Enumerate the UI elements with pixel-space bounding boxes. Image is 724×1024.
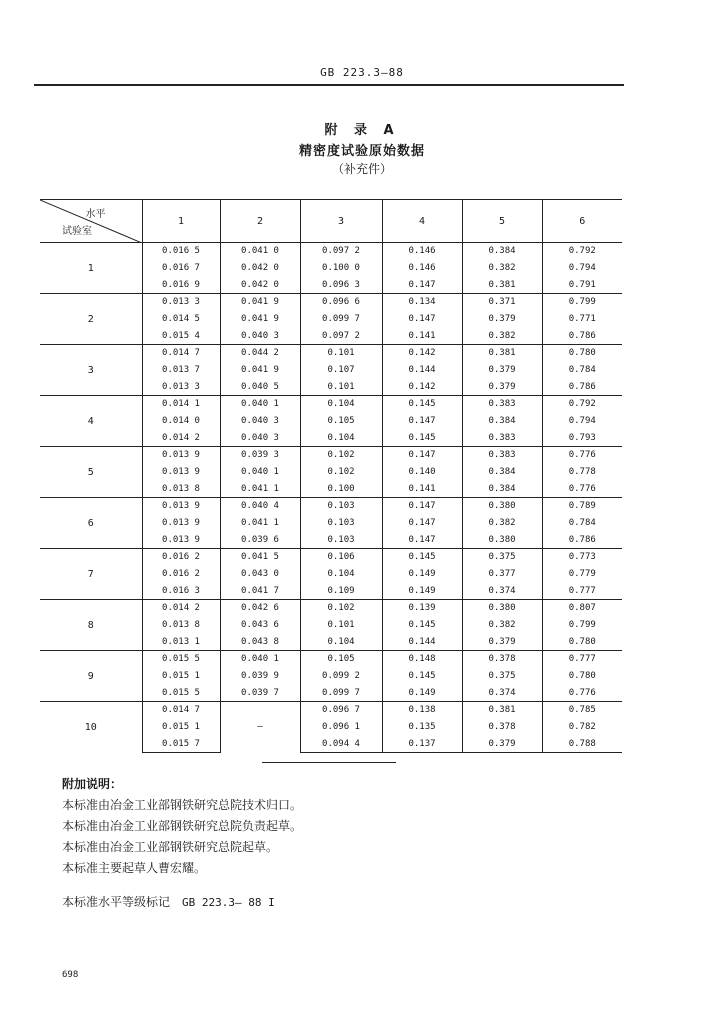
value-cell: 0.145 [382,617,462,634]
value-cell: 0.780 [542,668,622,685]
value-cell: 0.014 2 [142,430,220,447]
value-cell: 0.013 1 [142,634,220,651]
value-cell: 0.147 [382,311,462,328]
value-cell: 0.384 [462,464,542,481]
value-cell: 0.041 5 [220,549,300,566]
value-cell: 0.383 [462,447,542,464]
value-cell: 0.379 [462,736,542,753]
value-cell: 0.777 [542,583,622,600]
value-cell: 0.014 7 [142,702,220,719]
value-cell: 0.042 0 [220,277,300,294]
value-cell: 0.378 [462,651,542,668]
value-cell: 0.013 8 [142,481,220,498]
value-cell: — [220,702,300,753]
value-cell: 0.771 [542,311,622,328]
value-cell: 0.099 2 [300,668,382,685]
value-cell: 0.147 [382,447,462,464]
table-row [40,294,622,311]
value-cell: 0.135 [382,719,462,736]
value-cell: 0.103 [300,498,382,515]
value-cell: 0.147 [382,277,462,294]
value-cell: 0.382 [462,515,542,532]
value-cell: 0.773 [542,549,622,566]
value-cell: 0.807 [542,600,622,617]
value-cell: 0.013 3 [142,294,220,311]
value-cell: 0.382 [462,260,542,277]
value-cell: 0.381 [462,702,542,719]
appendix-note: （补充件） [331,162,392,176]
value-cell: 0.381 [462,345,542,362]
value-cell: 0.147 [382,515,462,532]
value-cell: 0.014 7 [142,345,220,362]
value-cell: 0.016 3 [142,583,220,600]
value-cell: 0.040 4 [220,498,300,515]
table-row [40,549,622,566]
value-cell: 0.147 [382,413,462,430]
lab-number-cell: 6 [40,498,142,549]
value-cell: 0.040 5 [220,379,300,396]
grade-code: GB 223.3— 88 I [182,896,275,909]
value-cell: 0.100 [300,481,382,498]
value-cell: 0.138 [382,702,462,719]
value-cell: 0.040 1 [220,396,300,413]
value-cell: 0.780 [542,345,622,362]
value-cell: 0.799 [542,617,622,634]
lab-number-cell: 4 [40,396,142,447]
value-cell: 0.097 2 [300,328,382,345]
value-cell: 0.040 3 [220,413,300,430]
notes-line: 本标准由冶金工业部钢铁研究总院起草。 [62,840,279,854]
value-cell: 0.039 9 [220,668,300,685]
value-cell: 0.383 [462,396,542,413]
value-cell: 0.096 6 [300,294,382,311]
value-cell: 0.788 [542,736,622,753]
value-cell: 0.380 [462,532,542,549]
value-cell: 0.015 5 [142,685,220,702]
value-cell: 0.379 [462,362,542,379]
value-cell: 0.041 0 [220,243,300,260]
table-body [40,243,622,753]
value-cell: 0.099 7 [300,311,382,328]
table-header-row [40,200,622,243]
value-cell: 0.378 [462,719,542,736]
value-cell: 0.776 [542,685,622,702]
value-cell: 0.134 [382,294,462,311]
value-cell: 0.381 [462,277,542,294]
value-cell: 0.013 9 [142,464,220,481]
value-cell: 0.375 [462,668,542,685]
value-cell: 0.015 7 [142,736,220,753]
value-cell: 0.101 [300,345,382,362]
value-cell: 0.100 0 [300,260,382,277]
value-cell: 0.041 7 [220,583,300,600]
level-header-2: 2 [220,200,300,243]
value-cell: 0.016 9 [142,277,220,294]
value-cell: 0.384 [462,243,542,260]
value-cell: 0.043 6 [220,617,300,634]
value-cell: 0.140 [382,464,462,481]
value-cell: 0.786 [542,379,622,396]
value-cell: 0.040 3 [220,430,300,447]
value-cell: 0.384 [462,481,542,498]
value-cell: 0.794 [542,260,622,277]
value-cell: 0.374 [462,583,542,600]
value-cell: 0.777 [542,651,622,668]
value-cell: 0.102 [300,600,382,617]
value-cell: 0.101 [300,617,382,634]
value-cell: 0.015 5 [142,651,220,668]
value-cell: 0.377 [462,566,542,583]
table-row [40,243,622,260]
value-cell: 0.148 [382,651,462,668]
header-rule [34,84,624,86]
standard-grade-mark [62,893,275,910]
value-cell: 0.380 [462,498,542,515]
page-number: 698 [62,970,79,980]
value-cell: 0.142 [382,345,462,362]
value-cell: 0.041 1 [220,515,300,532]
value-cell: 0.105 [300,651,382,668]
value-cell: 0.144 [382,634,462,651]
value-cell: 0.014 2 [142,600,220,617]
value-cell: 0.013 9 [142,447,220,464]
value-cell: 0.382 [462,617,542,634]
value-cell: 0.792 [542,396,622,413]
value-cell: 0.107 [300,362,382,379]
table-row [40,702,622,719]
value-cell: 0.786 [542,328,622,345]
value-cell: 0.379 [462,311,542,328]
value-cell: 0.776 [542,481,622,498]
value-cell: 0.144 [382,362,462,379]
value-cell: 0.103 [300,532,382,549]
value-cell: 0.039 6 [220,532,300,549]
value-cell: 0.013 9 [142,515,220,532]
notes-title: 附加说明： [62,777,123,791]
lab-number-cell: 9 [40,651,142,702]
level-header-6: 6 [542,200,622,243]
lab-number-cell: 7 [40,549,142,600]
value-cell: 0.016 2 [142,566,220,583]
lab-number-cell: 2 [40,294,142,345]
value-cell: 0.382 [462,328,542,345]
table-row [40,396,622,413]
value-cell: 0.042 0 [220,260,300,277]
value-cell: 0.375 [462,549,542,566]
value-cell: 0.782 [542,719,622,736]
value-cell: 0.013 9 [142,498,220,515]
table-row [40,651,622,668]
value-cell: 0.137 [382,736,462,753]
level-header-4: 4 [382,200,462,243]
value-cell: 0.776 [542,447,622,464]
value-cell: 0.785 [542,702,622,719]
value-cell: 0.371 [462,294,542,311]
level-header-5: 5 [462,200,542,243]
value-cell: 0.778 [542,464,622,481]
value-cell: 0.146 [382,260,462,277]
value-cell: 0.016 2 [142,549,220,566]
value-cell: 0.044 2 [220,345,300,362]
appendix-title: 精密度试验原始数据 [298,144,425,159]
value-cell: 0.149 [382,566,462,583]
precision-data-table [40,199,622,753]
value-cell: 0.040 1 [220,464,300,481]
value-cell: 0.384 [462,413,542,430]
value-cell: 0.142 [382,379,462,396]
value-cell: 0.141 [382,481,462,498]
lab-axis-label: 试验室 [62,226,92,237]
standard-code: GB 223.3—88 [320,66,404,79]
value-cell: 0.779 [542,566,622,583]
value-cell: 0.102 [300,447,382,464]
value-cell: 0.147 [382,532,462,549]
value-cell: 0.041 1 [220,481,300,498]
value-cell: 0.101 [300,379,382,396]
value-cell: 0.784 [542,362,622,379]
value-cell: 0.103 [300,515,382,532]
value-cell: 0.042 6 [220,600,300,617]
lab-number-cell: 3 [40,345,142,396]
value-cell: 0.096 1 [300,719,382,736]
value-cell: 0.780 [542,634,622,651]
value-cell: 0.039 7 [220,685,300,702]
value-cell: 0.792 [542,243,622,260]
lab-number-cell: 8 [40,600,142,651]
value-cell: 0.789 [542,498,622,515]
value-cell: 0.040 3 [220,328,300,345]
level-header-1: 1 [142,200,220,243]
value-cell: 0.013 8 [142,617,220,634]
value-cell: 0.791 [542,277,622,294]
value-cell: 0.784 [542,515,622,532]
value-cell: 0.096 7 [300,702,382,719]
value-cell: 0.104 [300,634,382,651]
value-cell: 0.786 [542,532,622,549]
value-cell: 0.039 3 [220,447,300,464]
value-cell: 0.104 [300,566,382,583]
value-cell: 0.043 0 [220,566,300,583]
grade-label: 本标准水平等级标记 [62,895,171,909]
value-cell: 0.015 1 [142,668,220,685]
value-cell: 0.013 3 [142,379,220,396]
value-cell: 0.016 5 [142,243,220,260]
value-cell: 0.379 [462,634,542,651]
value-cell: 0.374 [462,685,542,702]
table-row [40,345,622,362]
corner-header-cell [40,200,142,243]
level-axis-label: 水平 [85,209,106,220]
value-cell: 0.014 0 [142,413,220,430]
value-cell: 0.149 [382,583,462,600]
value-cell: 0.799 [542,294,622,311]
value-cell: 0.097 2 [300,243,382,260]
notes-line: 本标准由冶金工业部钢铁研究总院负责起草。 [62,819,303,833]
value-cell: 0.104 [300,430,382,447]
notes-line: 本标准由冶金工业部钢铁研究总院技术归口。 [62,798,303,812]
value-cell: 0.145 [382,668,462,685]
end-rule [262,762,396,763]
value-cell: 0.105 [300,413,382,430]
value-cell: 0.013 7 [142,362,220,379]
value-cell: 0.145 [382,549,462,566]
value-cell: 0.014 5 [142,311,220,328]
table-row [40,447,622,464]
value-cell: 0.145 [382,430,462,447]
lab-number-cell: 10 [40,702,142,753]
value-cell: 0.104 [300,396,382,413]
appendix-label: 附 录 A [324,123,400,138]
lab-number-cell: 1 [40,243,142,294]
value-cell: 0.147 [382,498,462,515]
value-cell: 0.041 9 [220,311,300,328]
table-row [40,498,622,515]
notes-line: 本标准主要起草人曹宏耀。 [62,861,207,875]
value-cell: 0.102 [300,464,382,481]
table-row [40,600,622,617]
value-cell: 0.016 7 [142,260,220,277]
value-cell: 0.014 1 [142,396,220,413]
value-cell: 0.106 [300,549,382,566]
value-cell: 0.109 [300,583,382,600]
value-cell: 0.015 1 [142,719,220,736]
value-cell: 0.145 [382,396,462,413]
value-cell: 0.043 8 [220,634,300,651]
value-cell: 0.013 9 [142,532,220,549]
value-cell: 0.015 4 [142,328,220,345]
value-cell: 0.040 1 [220,651,300,668]
level-header-3: 3 [300,200,382,243]
value-cell: 0.149 [382,685,462,702]
value-cell: 0.141 [382,328,462,345]
value-cell: 0.379 [462,379,542,396]
value-cell: 0.041 9 [220,362,300,379]
additional-notes [62,774,302,879]
value-cell: 0.139 [382,600,462,617]
value-cell: 0.146 [382,243,462,260]
value-cell: 0.380 [462,600,542,617]
lab-number-cell: 5 [40,447,142,498]
value-cell: 0.096 3 [300,277,382,294]
value-cell: 0.383 [462,430,542,447]
value-cell: 0.793 [542,430,622,447]
value-cell: 0.041 9 [220,294,300,311]
value-cell: 0.794 [542,413,622,430]
value-cell: 0.094 4 [300,736,382,753]
value-cell: 0.099 7 [300,685,382,702]
